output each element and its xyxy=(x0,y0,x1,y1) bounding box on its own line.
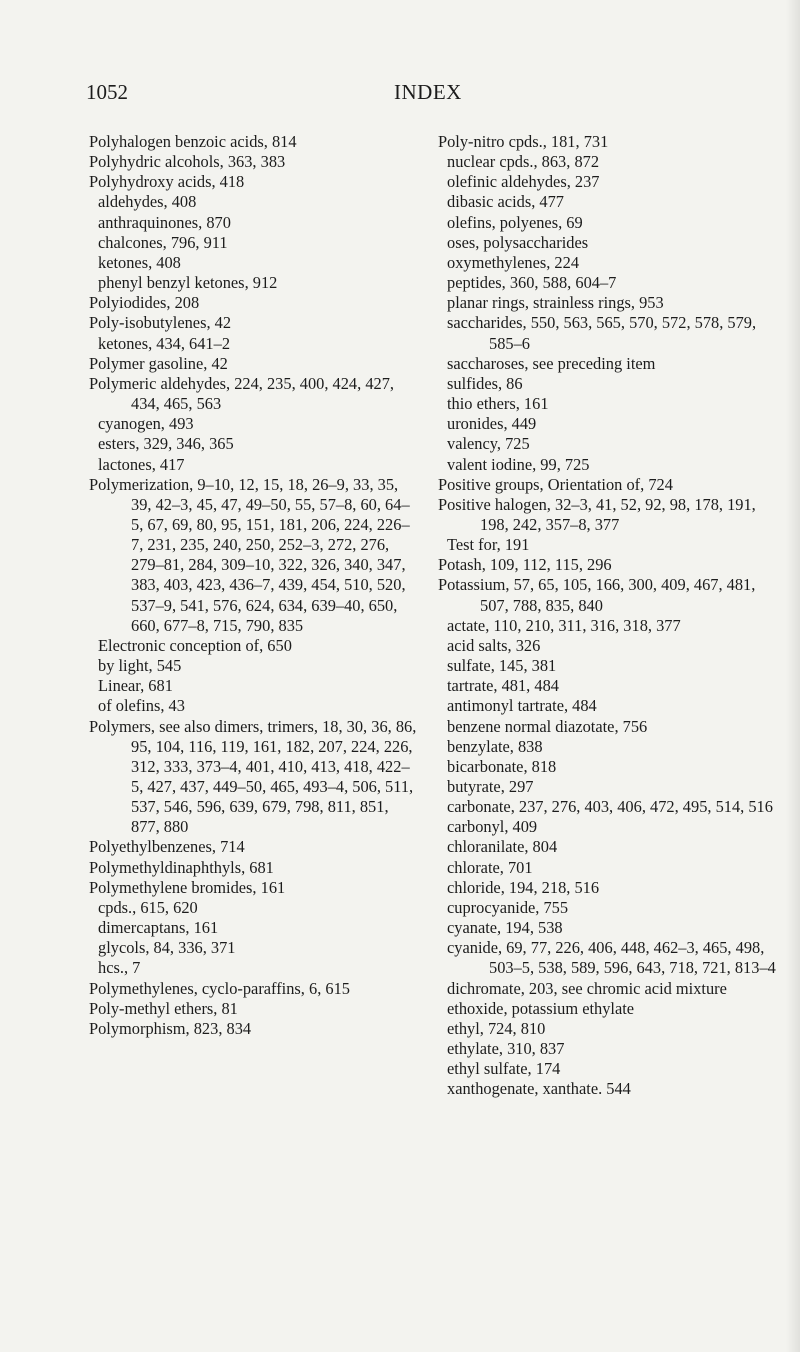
index-entry: dichromate, 203, see chromic acid mixture xyxy=(447,978,727,998)
index-column-right xyxy=(438,132,778,1100)
index-entry: Polyhydroxy acids, 418 xyxy=(89,172,245,192)
index-entry: glycols, 84, 336, 371 xyxy=(98,938,236,958)
index-entry: Polyhydric alcohols, 363, 383 xyxy=(89,152,286,172)
index-entry: xanthogenate, xanthate. 544 xyxy=(447,1079,631,1099)
index-entry: planar rings, strainless rings, 953 xyxy=(447,293,664,313)
index-entry: Test for, 191 xyxy=(447,535,530,555)
index-entry: of olefins, 43 xyxy=(98,696,185,716)
page-edge-shadow xyxy=(786,0,800,1352)
index-entry: chloride, 194, 218, 516 xyxy=(447,877,600,897)
index-entry: carbonate, 237, 276, 403, 406, 472, 495, 514, 516 xyxy=(447,797,773,817)
index-entry: Poly-nitro cpds., 181, 731 xyxy=(438,132,609,151)
index-entry: phenyl benzyl ketones, 912 xyxy=(98,273,278,293)
index-entry: Polymeric aldehydes, 224, 235, 400, 424, 427, 434, 465, 563 xyxy=(89,373,395,414)
page-header xyxy=(0,80,800,110)
index-entry: carbonyl, 409 xyxy=(447,817,538,837)
index-entry: chalcones, 796, 911 xyxy=(98,232,228,252)
index-entry: Polyethylbenzenes, 714 xyxy=(89,837,245,857)
index-entry: Potassium, 57, 65, 105, 166, 300, 409, 467, 481, 507, 788, 835, 840 xyxy=(438,575,756,615)
index-entry: cuprocyanide, 755 xyxy=(447,897,569,917)
index-entry: antimonyl tartrate, 484 xyxy=(447,696,597,716)
index-entry: ethoxide, potassium ethylate xyxy=(447,998,635,1018)
index-entry: Positive halogen, 32–3, 41, 52, 92, 98, 178, 191, 198, 242, 357–8, 377 xyxy=(438,494,756,534)
index-entry: saccharoses, see preceding item xyxy=(447,353,656,373)
index-entry: ethyl sulfate, 174 xyxy=(447,1059,561,1079)
index-entry: dimercaptans, 161 xyxy=(98,918,219,938)
index-entry: benzene normal diazotate, 756 xyxy=(447,716,648,736)
index-entry: aldehydes, 408 xyxy=(98,192,197,212)
index-column-left xyxy=(89,132,419,1039)
index-entry: Poly-isobutylenes, 42 xyxy=(89,313,232,333)
index-entry: tartrate, 481, 484 xyxy=(447,676,559,696)
index-entry: Positive groups, Orientation of, 724 xyxy=(438,474,673,494)
index-entry: valency, 725 xyxy=(447,434,530,454)
index-entry: Potash, 109, 112, 115, 296 xyxy=(438,555,612,575)
index-entry: butyrate, 297 xyxy=(447,777,534,796)
index-entry: cyanide, 69, 77, 226, 406, 448, 462–3, 465, 498, 503–5, 538, 589, 596, 643, 718, 721, 813–4 xyxy=(447,938,776,978)
index-entry: Polymorphism, 823, 834 xyxy=(89,1018,252,1038)
index-entry: Polymer gasoline, 42 xyxy=(89,353,228,373)
index-entry: olefins, polyenes, 69 xyxy=(447,212,583,232)
index-entry: anthraquinones, 870 xyxy=(98,212,231,232)
index-entry: dibasic acids, 477 xyxy=(447,192,564,212)
index-entry: valent iodine, 99, 725 xyxy=(447,454,590,474)
index-entry: by light, 545 xyxy=(98,656,182,676)
index-entry: esters, 329, 346, 365 xyxy=(98,434,234,454)
index-entry: benzylate, 838 xyxy=(447,736,543,756)
index-entry: sulfides, 86 xyxy=(447,373,523,393)
index-entry: chlorate, 701 xyxy=(447,857,533,877)
index-entry: Polymers, see also dimers, trimers, 18, 30, 36, 86, 95, 104, 116, 119, 161, 182, 207, 224, 226, 312, 333, 373–4, 401, 410, 413, 418, 422–5, 427, 437, 449–50, 465, 493–4, 506, 511, 537, 546, 596, 639, 679, 798, 811, 851, 877, 880 xyxy=(89,716,417,837)
index-entry: hcs., 7 xyxy=(98,958,141,978)
index-entry: Polymethylenes, cyclo-paraffins, 6, 615 xyxy=(89,978,350,998)
index-entry: Polyhalogen benzoic acids, 814 xyxy=(89,132,297,151)
index-entry: oxymethylenes, 224 xyxy=(447,252,580,272)
index-entry: Linear, 681 xyxy=(98,676,173,696)
index-entry: ethylate, 310, 837 xyxy=(447,1039,565,1059)
index-entry: nuclear cpds., 863, 872 xyxy=(447,152,600,172)
index-entry: Electronic conception of, 650 xyxy=(98,635,292,655)
index-entry: cpds., 615, 620 xyxy=(98,897,198,917)
index-entry: ketones, 434, 641–2 xyxy=(98,333,231,353)
index-entry: oses, polysaccharides xyxy=(447,232,589,252)
index-entry: Polymethylene bromides, 161 xyxy=(89,877,286,897)
index-entry: chloranilate, 804 xyxy=(447,837,558,857)
index-entry: sulfate, 145, 381 xyxy=(447,656,557,676)
index-entry: ethyl, 724, 810 xyxy=(447,1018,546,1038)
index-entry: olefinic aldehydes, 237 xyxy=(447,172,600,192)
index-entry: lactones, 417 xyxy=(98,454,185,474)
index-entry: Polymethyldinaphthyls, 681 xyxy=(89,857,274,877)
index-entry: saccharides, 550, 563, 565, 570, 572, 578, 579, 585–6 xyxy=(447,313,757,353)
index-entry: uronides, 449 xyxy=(447,414,537,434)
index-entry: actate, 110, 210, 311, 316, 318, 377 xyxy=(447,615,681,635)
index-entry: cyanate, 194, 538 xyxy=(447,918,563,938)
index-entry: bicarbonate, 818 xyxy=(447,756,557,776)
index-entry: ketones, 408 xyxy=(98,252,181,272)
page-number: 1052 xyxy=(86,80,128,104)
index-entry: Polyiodides, 208 xyxy=(89,293,200,313)
index-entry: cyanogen, 493 xyxy=(98,414,194,434)
index-entry: peptides, 360, 588, 604–7 xyxy=(447,273,617,293)
index-entry: thio ethers, 161 xyxy=(447,394,549,414)
index-entry: acid salts, 326 xyxy=(447,635,541,655)
running-head: INDEX xyxy=(394,80,462,104)
index-entry: Poly-methyl ethers, 81 xyxy=(89,998,238,1018)
index-entry: Polymerization, 9–10, 12, 15, 18, 26–9, 33, 35, 39, 42–3, 45, 47, 49–50, 55, 57–8, 60, 64–5, 67, 69, 80, 95, 151, 181, 206, 224, 226–7, 231, 235, 240, 250, 252–3, 272, 276, 279–81, 284, 309–10, 322, 326, 340, 347, 383, 403, 423, 436–7, 439, 454, 510, 520, 537–9, 541, 576, 624, 634, 639–40, 650, 660, 677–8, 715, 790, 835 xyxy=(89,474,410,635)
